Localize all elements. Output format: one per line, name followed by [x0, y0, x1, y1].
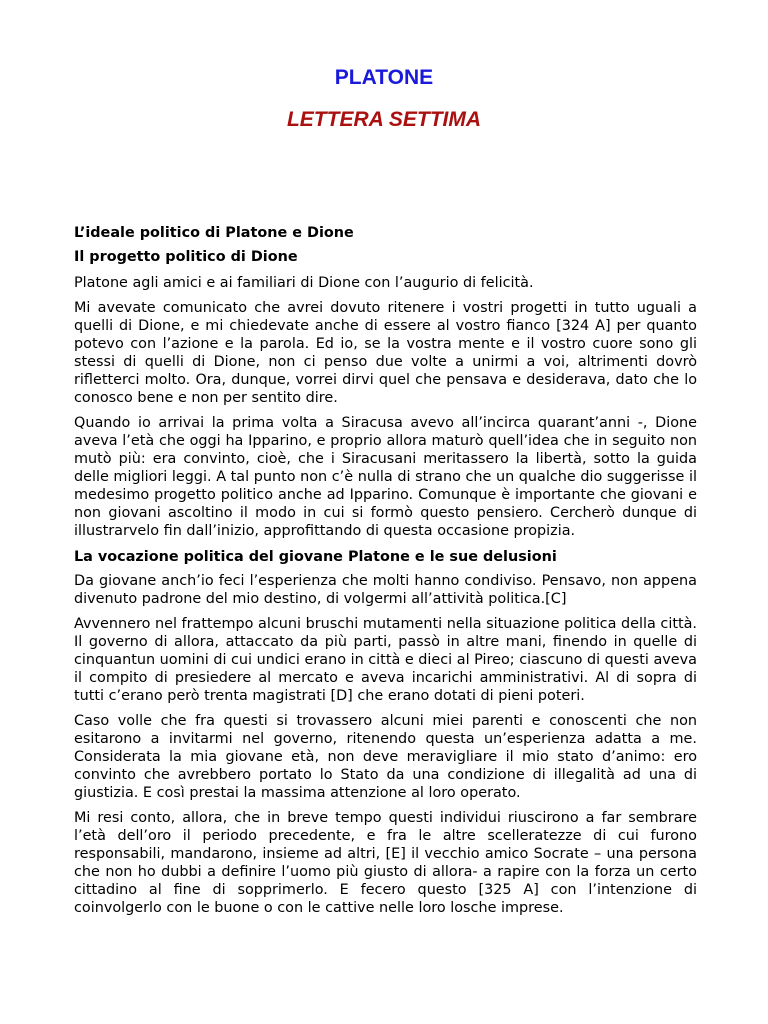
paragraph-greeting: Platone agli amici e ai familiari di Dione con l’augurio di felicità.	[74, 275, 534, 291]
author-title: PLATONE	[334, 66, 434, 89]
paragraph: Da giovane anch’io feci l’esperienza che molti hanno condiviso. Pensavo, non appena divenuto padrone del mio destino, di volgermi all’attività politica.[C]	[74, 573, 697, 607]
section-heading: L’ideale politico di Platone e Dione	[74, 225, 354, 241]
paragraph: Caso volle che fra questi si trovassero alcuni miei parenti e conoscenti che non esitarono a invitarmi nel governo, ritenendo questa un’esperienza adatta a me. Considerata la mia giovane età, non deve meravigliare il mio stato d’animo: ero convinto che avrebbero portato lo Stato da una condizione di illegalità ad una di giustizia. E così prestai la massima attenzione al loro operato.	[74, 713, 697, 801]
work-title: LETTERA SETTIMA	[286, 108, 482, 131]
section-heading: La vocazione politica del giovane Platone e le sue delusioni	[74, 549, 557, 565]
document-body	[74, 223, 697, 933]
paragraph: Mi resi conto, allora, che in breve tempo questi individui riuscirono a far sembrare l’età dell’oro il periodo precedente, e fra le altre scelleratezze di cui furono responsabili, mandarono, insieme ad altri, [E] il vecchio amico Socrate – una persona che non ho dubbi a definire l’uomo più giusto di allora- a rapire con la forza un certo cittadino al fine di sopprimerlo. E fecero questo [325 A] con l’intenzione di coinvolgerlo con le buone o con le cattive nelle loro losche imprese.	[74, 810, 697, 916]
section-subheading: Il progetto politico di Dione	[74, 249, 298, 265]
paragraph: Mi avevate comunicato che avrei dovuto ritenere i vostri progetti in tutto uguali a quelli di Dione, e mi chiedevate anche di essere al vostro fianco [324 A] per quanto potevo con l’azione e la parola. Ed io, se la vostra mente e il vostro cuore sono gli stessi di quelli di Dione, non ci penso due volte a unirmi a voi, altrimenti dovrò rifletterci molto. Ora, dunque, vorrei dirvi quel che pensava e desiderava, dato che lo conosco bene e non per sentito dire.	[74, 300, 697, 406]
paragraph: Avvennero nel frattempo alcuni bruschi mutamenti nella situazione politica della città. Il governo di allora, attaccato da più parti, passò in altre mani, finendo in quelle di cinquantun uomini di cui undici erano in città e dieci al Pireo; ciascuno di questi aveva il compito di presiedere al mercato e aveva incarichi amministrativi. Al di sopra di tutti c’erano però trenta magistrati [D] che erano dotati di pieni poteri.	[74, 616, 697, 704]
paragraph: Quando io arrivai la prima volta a Siracusa avevo all’incirca quarant’anni -, Dione aveva l’età che oggi ha Ipparino, e proprio allora maturò quell’idea che in seguito non mutò più: era convinto, cioè, che i Siracusani meritassero la libertà, sotto la guida delle migliori leggi. A tal punto non c’è nulla di strano che un qualche dio suggerisse il medesimo progetto politico anche ad Ipparino. Comunque è importante che giovani e non giovani ascoltino il modo in cui si formò questo pensiero. Cercherò dunque di illustrarvelo fin dall’inizio, approfittando di questa occasione propizia.	[74, 415, 697, 539]
